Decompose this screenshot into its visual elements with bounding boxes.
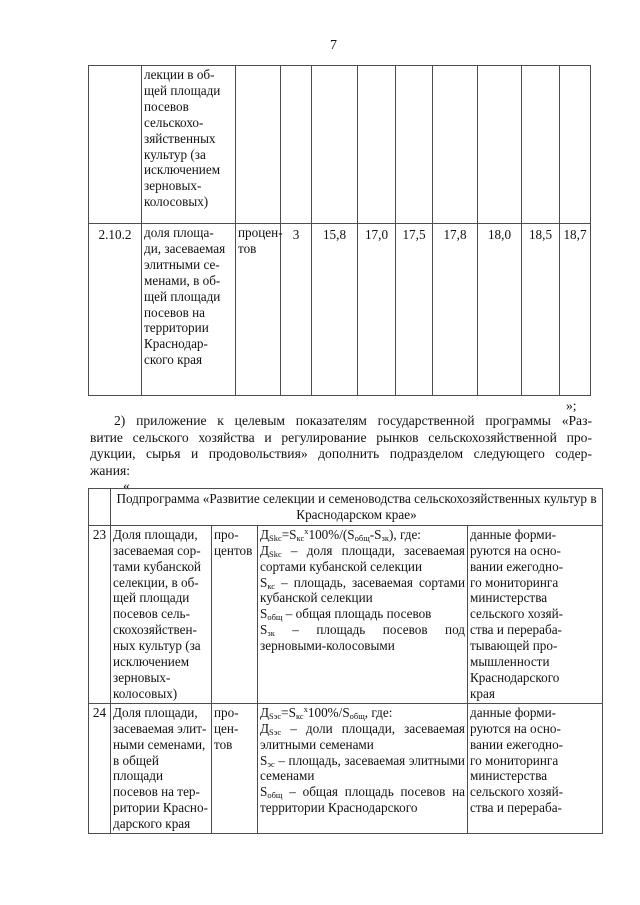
definition-line: $S_{эс}$ – площадь, засеваемая элитными семенами — [260, 752, 465, 784]
text-line: данные форми- — [470, 704, 557, 720]
text-line: засеваемая сор- — [113, 542, 201, 558]
text-line: дукции, сырья и продовольствия» дополнить подразделом следующего содер- — [90, 446, 592, 461]
text-line: щей площади — [144, 288, 221, 304]
formula-cell — [258, 703, 468, 833]
text-line: министерства — [470, 768, 548, 784]
definition-line: $S_{зк}$ – площадь посевов под зерновыми-колосовыми — [260, 622, 465, 654]
row-number-cell — [89, 66, 142, 224]
text-line: сельского хозяй- — [470, 784, 564, 800]
text-line: культур (за — [144, 146, 206, 162]
formula: $Д_{Skc}=S_{кс}^x100\%/(S_{общ}-S_{зк})$, где: — [260, 525, 421, 543]
text-line: дарского края — [113, 816, 191, 832]
text-line: про- — [214, 526, 239, 542]
value-cell: 17,5 — [396, 224, 433, 396]
unit-cell — [212, 703, 258, 833]
text-line: зерновых- — [113, 669, 171, 685]
text-line: зяйственных — [144, 130, 216, 146]
text-line: витие сельского хозяйства и регулирование рынков сельскохозяйственной про- — [90, 429, 592, 445]
value-cell — [478, 66, 522, 224]
definition-line: $Д_{Sэс}$ – доли площади, засеваемая элитными семенами — [260, 720, 465, 752]
text-line: элитными се- — [144, 256, 220, 272]
text-line: цен- — [214, 720, 239, 736]
value-cell: 3 — [281, 224, 312, 396]
closing-quote: »; — [566, 398, 577, 413]
source-cell — [468, 703, 603, 833]
text-line: вании ежегодно- — [470, 736, 564, 752]
table-row — [89, 525, 603, 703]
formula: $Д_{Sэс}=S_{кс}^x100\%/S_{общ}$, где: — [260, 703, 393, 721]
text-line: Доля площади, — [113, 704, 198, 720]
text-line: зерновых- — [144, 178, 202, 194]
text-line: руются на осно- — [470, 720, 561, 736]
text-line: территории — [144, 320, 209, 336]
formula-cell — [258, 525, 468, 703]
text-line: процен- — [238, 225, 283, 240]
unit-cell — [236, 66, 281, 224]
text-line: доля площа- — [144, 225, 214, 240]
value-cell: 15,8 — [312, 224, 358, 396]
text-line: посевов — [144, 98, 189, 114]
value-cell: 17,0 — [358, 224, 396, 396]
definition-line: $S_{общ}$ – общая площадь посевов — [260, 606, 432, 623]
table-row — [89, 703, 603, 833]
text-line: посевов на тер- — [113, 784, 200, 800]
text-line: министерства — [470, 590, 548, 606]
indicator-table-continued — [88, 65, 591, 396]
unit-cell — [236, 224, 281, 396]
row-number-cell: 24 — [89, 703, 111, 833]
page-number: 7 — [330, 38, 337, 53]
text-line: го мониторинга — [470, 574, 559, 590]
source-cell — [468, 525, 603, 703]
value-cell: 18,5 — [522, 224, 560, 396]
definition-line: $S_{кс}$ – площадь, засеваемая сортами кубанской селекции — [260, 574, 465, 606]
table-row — [89, 66, 591, 224]
value-cell — [560, 66, 591, 224]
value-cell: 18,7 — [560, 224, 591, 396]
text-line: лекции в об- — [144, 67, 215, 82]
text-line: вании ежегодно- — [470, 558, 564, 574]
indicator-name-cell — [111, 525, 212, 703]
text-line: ритории Красно- — [113, 800, 208, 816]
row-number-cell — [89, 489, 111, 526]
text-line: сельского хозяй- — [470, 606, 564, 622]
indicator-name-cell — [142, 224, 236, 396]
table-row — [89, 224, 591, 396]
indicator-name-cell — [111, 703, 212, 833]
text-line: скохозяйствен- — [113, 622, 197, 638]
opening-quote: « — [123, 478, 130, 493]
text-line: тывающей про- — [470, 638, 558, 654]
text-line: мышленности — [470, 654, 550, 670]
text-line: данные форми- — [470, 526, 557, 542]
text-line: исключением — [144, 162, 221, 178]
text-line: Краснодарского — [470, 669, 560, 685]
text-line: менами, в об- — [144, 272, 221, 288]
text-line: колосовых) — [113, 685, 178, 701]
indicator-name-cell — [142, 66, 236, 224]
text-line: колосовых) — [144, 194, 209, 210]
row-number-cell: 2.10.2 — [89, 224, 142, 396]
text-line: руются на осно- — [470, 542, 561, 558]
text-line: исключением — [113, 654, 190, 670]
row-number-cell: 23 — [89, 525, 111, 703]
value-cell — [358, 66, 396, 224]
text-line: жания: — [90, 462, 131, 478]
text-line: Доля площади, — [113, 526, 198, 542]
text-line: тов — [238, 240, 257, 256]
text-line: ства и перераба- — [470, 800, 562, 816]
text-line: в общей площади — [113, 752, 164, 784]
amendment-paragraph — [90, 413, 592, 479]
definition-line: $S_{общ}$ – общая площадь посевов на территории Краснодарского — [260, 784, 465, 816]
value-cell — [522, 66, 560, 224]
subprogram-indicator-table — [88, 488, 603, 834]
text-line: Краснодар- — [144, 336, 208, 352]
value-cell — [433, 66, 478, 224]
table-row — [89, 489, 603, 526]
text-line: посевов на — [144, 304, 206, 320]
value-cell — [312, 66, 358, 224]
text-line: ными семенами, — [113, 736, 206, 752]
subprogram-header: Подпрограмма «Развитие селекции и семеноводства сельскохозяйственных культур в Краснодарском крае» — [111, 489, 603, 526]
text-line: го мониторинга — [470, 752, 559, 768]
value-cell — [396, 66, 433, 224]
definition-line: $Д_{Skc}$ – доля площади, засеваемая сортами кубанской селекции — [260, 542, 465, 574]
text-line: сельскохо- — [144, 114, 204, 130]
unit-cell — [212, 525, 258, 703]
text-line: ства и перераба- — [470, 622, 562, 638]
text-line: центов — [214, 542, 253, 558]
text-line: щей площади — [144, 82, 221, 98]
text-line: щей площади — [113, 590, 190, 606]
text-line: ского края — [144, 352, 203, 368]
text-line: края — [470, 685, 495, 701]
text-line: 2) приложение к целевым показателям государственной программы «Раз- — [114, 413, 592, 428]
text-line: посевов сель- — [113, 606, 190, 622]
text-line: засеваемая элит- — [113, 720, 207, 736]
text-line: тами кубанской — [113, 558, 201, 574]
text-line: тов — [214, 736, 233, 752]
text-line: про- — [214, 704, 239, 720]
text-line: ди, засеваемая — [144, 240, 226, 256]
value-cell — [281, 66, 312, 224]
value-cell: 17,8 — [433, 224, 478, 396]
text-line: ных культур (за — [113, 638, 201, 654]
value-cell: 18,0 — [478, 224, 522, 396]
text-line: селекции, в об- — [113, 574, 199, 590]
